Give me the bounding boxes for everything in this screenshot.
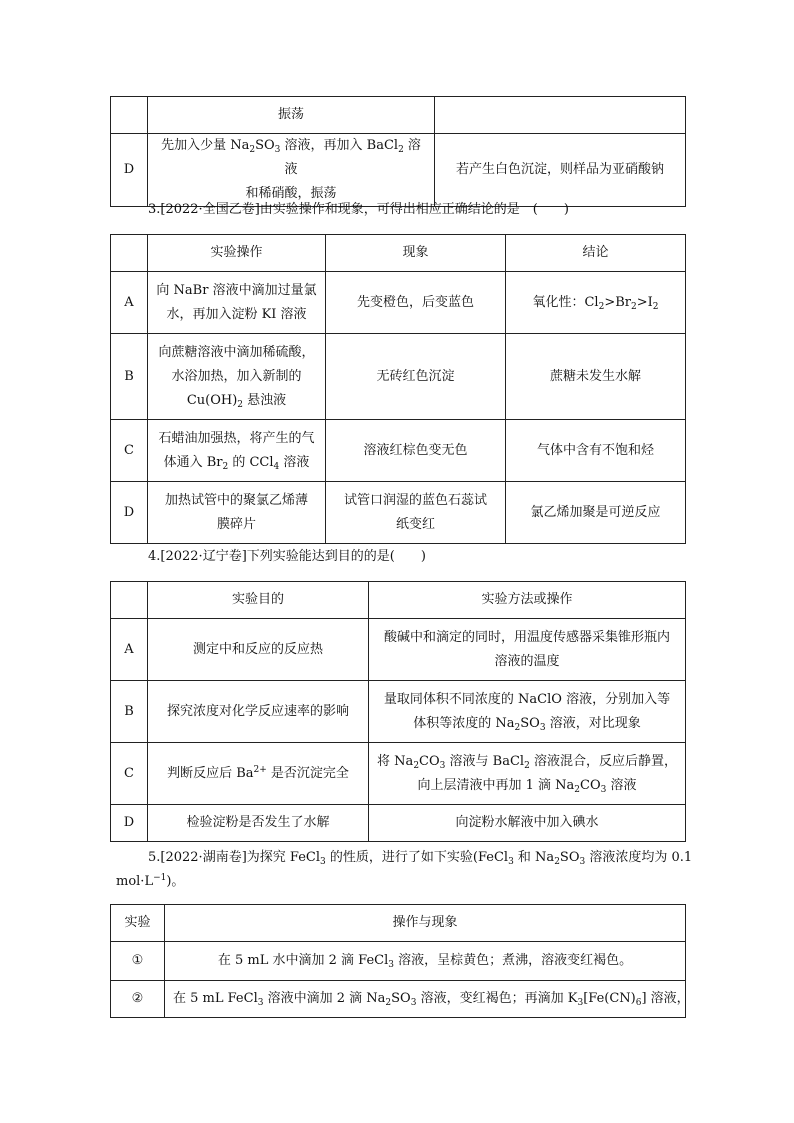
- cell-line: 酸碱中和滴定的同时，用温度传感器采集锥形瓶内: [383, 629, 670, 645]
- table-q2-continued: [110, 96, 686, 207]
- column-header: [111, 235, 148, 272]
- table-q4: [110, 581, 686, 842]
- table-cell: [148, 272, 326, 334]
- table-cell: 检验淀粉是否发生了水解: [148, 805, 369, 842]
- column-header: 实验操作: [148, 235, 326, 272]
- cell-line: 和稀硝酸，振荡: [245, 186, 337, 201]
- table-q3: [110, 234, 686, 544]
- table-q5: [110, 904, 690, 1018]
- cell-line: 向蔗糖溶液中滴加稀硫酸，: [158, 344, 315, 360]
- cell-line: 纸变红: [395, 516, 435, 532]
- column-header: 实验方法或操作: [369, 582, 686, 619]
- table-row: [111, 334, 686, 420]
- table-row: [111, 482, 686, 544]
- column-header: 实验目的: [148, 582, 369, 619]
- cell-line: 溶液的温度: [494, 653, 560, 669]
- cell-line: $Cu(OH)_2$ 悬浊液: [186, 392, 287, 410]
- table-cell: 蔗糖未发生水解: [506, 334, 686, 420]
- table-cell: 溶液红棕色变无色: [326, 420, 506, 482]
- cell-line: 试管口润湿的蓝色石蕊试: [343, 492, 487, 508]
- row-label: D: [111, 805, 148, 842]
- column-header: 操作与现象: [165, 905, 686, 942]
- cell-line: 将 $Na_2CO_3$ 溶液与 BaCl$_2$ 溶液混合，反应后静置，: [377, 753, 677, 771]
- cell-line: 量取同体积不同浓度的 NaClO 溶液，分别加入等: [383, 691, 671, 707]
- row-label: A: [111, 272, 148, 334]
- table-cell: [435, 97, 686, 134]
- table-cell: [369, 681, 686, 743]
- table-row: [111, 420, 686, 482]
- table-cell: [148, 134, 435, 207]
- table-cell: 在 5 mL 水中滴加 2 滴 FeCl$_3$ 溶液，呈棕黄色；煮沸，溶液变红褐色。: [165, 942, 686, 981]
- cell-line: 体通入 $Br_2$ 的 CCl$_4$ 溶液: [163, 454, 310, 472]
- cell-line: 水浴加热，加入新制的: [171, 368, 302, 384]
- cell-line: 水，再加入淀粉 KI 溶液: [166, 306, 307, 322]
- table-cell: 判断反应后 $Ba^{2+}$ 是否沉淀完全: [148, 743, 369, 805]
- table-cell: 若产生白色沉淀，则样品为亚硝酸钠: [435, 134, 686, 207]
- table-row: [111, 743, 686, 805]
- cell-line: 石蜡油加强热，将产生的气: [158, 430, 315, 446]
- table-cell: 在 5 mL FeCl$_3$ 溶液中滴加 2 滴 $Na_2SO_3$ 溶液，变红褐色；再滴加 $K_3[Fe(CN)_6]$ 溶液，: [165, 981, 686, 1018]
- row-label: B: [111, 681, 148, 743]
- table-header-row: [111, 235, 686, 272]
- row-label: A: [111, 619, 148, 681]
- column-header: 现象: [326, 235, 506, 272]
- cell-line: 向 NaBr 溶液中滴加过量氯: [156, 282, 317, 298]
- row-label: C: [111, 420, 148, 482]
- cell-line: 向上层清液中再加 1 滴 $Na_2CO_3$ 溶液: [417, 777, 637, 795]
- question-3-stem: 3.[2022·全国乙卷]由实验操作和现象，可得出相应正确结论的是 ( ): [148, 202, 569, 217]
- table-header-row: [111, 905, 686, 942]
- question-5-stem-line1: 5.[2022·湖南卷]为探究 FeCl$_3$ 的性质，进行了如下实验(FeCl$_3$ 和 $Na_2SO_3$ 溶液浓度均为 0.1: [148, 850, 693, 867]
- table-cell: [148, 334, 326, 420]
- cell-line: 膜碎片: [216, 516, 256, 532]
- table-row: [111, 942, 686, 981]
- row-label: B: [111, 334, 148, 420]
- row-label: D: [111, 134, 148, 207]
- cell-line: 体积等浓度的 $Na_2SO_3$ 溶液，对比现象: [413, 715, 641, 733]
- table-row: [111, 981, 686, 1018]
- row-label: ①: [111, 942, 165, 981]
- question-4-stem: 4.[2022·辽宁卷]下列实验能达到目的的是( ): [148, 549, 426, 564]
- table-row: [111, 805, 686, 842]
- table-cell: 气体中含有不饱和烃: [506, 420, 686, 482]
- cell-line: 加热试管中的聚氯乙烯薄: [164, 492, 308, 508]
- table-cell: [326, 482, 506, 544]
- question-5-stem-line2: $mol\cdot L^{-1}$)。: [116, 873, 185, 889]
- column-header: 结论: [506, 235, 686, 272]
- cell-line: 先加入少量 $Na_2SO_3$ 溶液，再加入 BaCl$_2$ 溶液: [161, 138, 421, 177]
- table-cell: 氧化性：$Cl_2>Br_2>I_2$: [506, 272, 686, 334]
- table-row: [111, 134, 686, 207]
- table-cell: 先变橙色，后变蓝色: [326, 272, 506, 334]
- column-header: 实验: [111, 905, 165, 942]
- table-cell: [369, 619, 686, 681]
- table-cell: 探究浓度对化学反应速率的影响: [148, 681, 369, 743]
- row-label: C: [111, 743, 148, 805]
- column-header: [111, 582, 148, 619]
- table-cell: 无砖红色沉淀: [326, 334, 506, 420]
- table-row: [111, 619, 686, 681]
- row-label: D: [111, 482, 148, 544]
- table-row: [111, 272, 686, 334]
- table-row: [111, 97, 686, 134]
- table-cell: 氯乙烯加聚是可逆反应: [506, 482, 686, 544]
- table-cell: [148, 420, 326, 482]
- table-cell: 测定中和反应的反应热: [148, 619, 369, 681]
- table-row: [111, 681, 686, 743]
- table-header-row: [111, 582, 686, 619]
- table-cell: 振荡: [148, 97, 435, 134]
- table-cell: 向淀粉水解液中加入碘水: [369, 805, 686, 842]
- table-cell: [148, 482, 326, 544]
- row-label: [111, 97, 148, 134]
- row-label: ②: [111, 981, 165, 1018]
- table-cell: [369, 743, 686, 805]
